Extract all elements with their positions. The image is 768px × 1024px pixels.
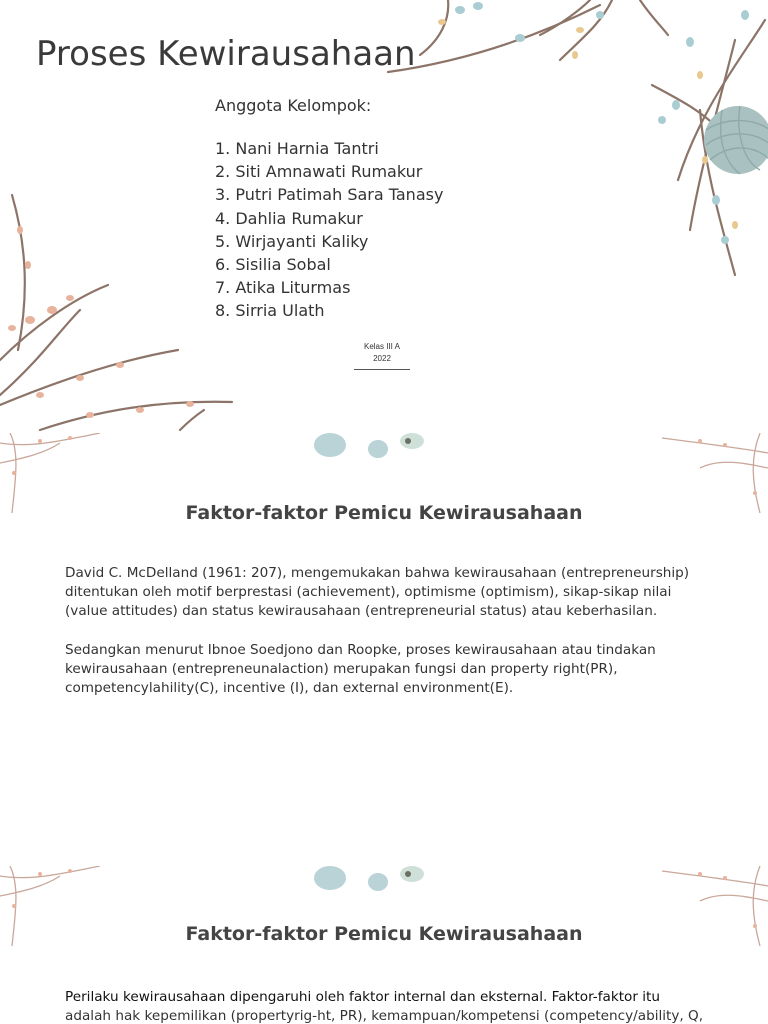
flower-cluster-icon xyxy=(314,433,424,458)
class-label: Kelas III A xyxy=(363,342,401,351)
member-item: 5. Wirjayanti Kaliky xyxy=(215,231,369,251)
member-item: 4. Dahlia Rumakur xyxy=(215,208,363,228)
paragraph-line: adalah hak kepemilikan (propertyrig-ht, PR), kemampuan/kompetensi (competency/ability, Q, xyxy=(65,1008,704,1024)
section-heading: Faktor-faktor Pemicu Kewirausahaan xyxy=(185,923,583,945)
slide-title xyxy=(0,0,768,432)
member-item: 2. Siti Amnawati Rumakur xyxy=(215,162,423,182)
yarn-ball-icon xyxy=(704,106,768,174)
member-item: 6. Sisilia Sobal xyxy=(215,254,331,274)
year-label: 2022 xyxy=(373,354,391,363)
section-heading: Faktor-faktor Pemicu Kewirausahaan xyxy=(185,502,583,524)
member-item: 1. Nani Harnia Tantri xyxy=(215,139,379,158)
member-item: 3. Putri Patimah Sara Tanasy xyxy=(215,185,444,205)
slide-factors-1 xyxy=(0,433,768,865)
member-list-block xyxy=(215,96,443,323)
member-item: 7. Atika Liturmas xyxy=(215,278,351,298)
paragraph: Sedangkan menurut Ibnoe Soedjono dan Roopke, proses kewirausahaan atau tindakan kewirausahaan (entrepreneunalaction) merupakan fungsi dan property right(PR), competencylahility(C), incentive (I), dan external environment(E). xyxy=(65,642,656,697)
members-heading: Anggota Kelompok: xyxy=(215,96,372,115)
footnote-divider xyxy=(354,369,410,370)
slide-title-text: Proses Kewirausahaan xyxy=(36,34,416,74)
member-item: 8. Sirria Ulath xyxy=(215,301,325,321)
slide-factors-2 xyxy=(0,866,768,1024)
paragraph-line: Perilaku kewirausahaan dipengaruhi oleh faktor internal dan eksternal. Faktor-faktor itu xyxy=(65,989,660,1005)
flower-cluster-icon xyxy=(314,866,424,891)
class-footnote xyxy=(352,341,412,370)
member-list xyxy=(215,137,443,323)
paragraph: David C. McDelland (1961: 207), mengemukakan bahwa kewirausahaan (entrepreneurship) ditentukan oleh motif berprestasi (achievement), optimisme (optimism), sikap-sikap nilai (value attitudes) dan status kewirausahaan (entrepreneurial status) atau keberhasilan. xyxy=(65,565,690,620)
